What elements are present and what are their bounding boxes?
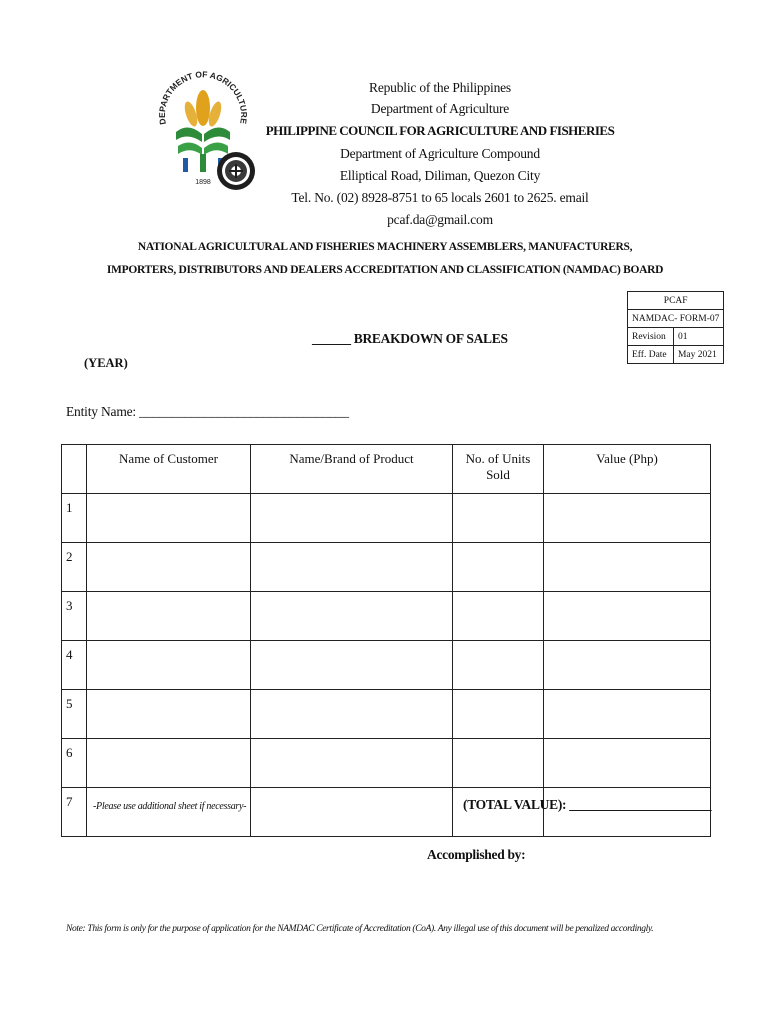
revision-value: 01	[673, 328, 723, 346]
eff-date-value: May 2021	[673, 346, 723, 364]
year-label: (YEAR)	[84, 356, 128, 370]
table-row	[62, 494, 711, 543]
customer-cell[interactable]	[87, 494, 251, 543]
customer-cell[interactable]	[87, 739, 251, 788]
header-email: pcaf.da@gmail.com	[387, 212, 493, 227]
customer-cell[interactable]	[87, 592, 251, 641]
customer-cell[interactable]	[87, 690, 251, 739]
header-country: Republic of the Philippines	[369, 80, 511, 95]
col-header-value: Value (Php)	[544, 445, 711, 494]
table-row	[62, 739, 711, 788]
customer-cell[interactable]	[87, 641, 251, 690]
value-cell[interactable]	[544, 641, 711, 690]
header-phone: Tel. No. (02) 8928-8751 to 65 locals 2601 to 2625. email	[291, 190, 589, 205]
additional-sheet-note: -Please use additional sheet if necessary-	[93, 801, 247, 812]
col-header-customer: Name of Customer	[87, 445, 251, 494]
table-row	[62, 641, 711, 690]
table-header-row	[62, 445, 711, 494]
units-cell[interactable]	[453, 494, 544, 543]
row-number: 6	[62, 739, 87, 788]
title-text: BREAKDOWN OF SALES	[353, 331, 508, 346]
units-cell[interactable]	[453, 592, 544, 641]
value-cell[interactable]	[544, 543, 711, 592]
entity-name-label: Entity Name:	[66, 404, 136, 419]
header-compound: Department of Agriculture Compound	[340, 146, 540, 161]
product-cell[interactable]	[251, 739, 453, 788]
eff-date-label: Eff. Date	[628, 346, 674, 364]
total-value-field[interactable]: ______________________	[569, 797, 712, 812]
header-council: PHILIPPINE COUNCIL FOR AGRICULTURE AND FISHERIES	[265, 123, 615, 138]
customer-cell[interactable]	[87, 788, 251, 837]
year-blank[interactable]: ______	[312, 331, 351, 346]
value-cell[interactable]	[544, 690, 711, 739]
units-cell[interactable]	[453, 641, 544, 690]
board-line-1: NATIONAL AGRICULTURAL AND FISHERIES MACHINERY ASSEMBLERS, MANUFACTURERS,	[137, 241, 633, 253]
product-cell[interactable]	[251, 494, 453, 543]
product-cell[interactable]	[251, 690, 453, 739]
product-cell[interactable]	[251, 788, 453, 837]
row-number: 1	[62, 494, 87, 543]
sales-table	[61, 444, 711, 837]
total-value-row	[463, 797, 711, 813]
header-address: Elliptical Road, Diliman, Quezon City	[339, 168, 541, 183]
units-cell[interactable]	[453, 690, 544, 739]
units-cell[interactable]	[453, 543, 544, 592]
col-header-product: Name/Brand of Product	[251, 445, 453, 494]
revision-label: Revision	[628, 328, 674, 346]
form-code-box	[627, 291, 724, 364]
value-cell[interactable]	[544, 592, 711, 641]
customer-cell[interactable]	[87, 543, 251, 592]
product-cell[interactable]	[251, 641, 453, 690]
table-row	[62, 690, 711, 739]
form-agency: PCAF	[628, 292, 724, 310]
total-value-label: (TOTAL VALUE):	[463, 797, 567, 812]
form-title	[312, 331, 508, 347]
header-department: Department of Agriculture	[370, 101, 510, 116]
accomplished-by-label: Accomplished by:	[427, 847, 526, 862]
row-number: 3	[62, 592, 87, 641]
entity-name-row	[66, 404, 349, 420]
entity-name-field[interactable]: ________________________________	[139, 404, 349, 419]
product-cell[interactable]	[251, 543, 453, 592]
row-number: 2	[62, 543, 87, 592]
table-row	[62, 543, 711, 592]
row-number: 4	[62, 641, 87, 690]
value-cell[interactable]	[544, 494, 711, 543]
row-number: 7	[62, 788, 87, 837]
product-cell[interactable]	[251, 592, 453, 641]
units-cell[interactable]	[453, 739, 544, 788]
col-header-units: No. of Units Sold	[453, 445, 544, 494]
logo-arc-text: D PARTMENT OF AGRICULTU E	[158, 69, 248, 126]
col-header-number	[62, 445, 87, 494]
logo-year: 1898	[195, 179, 211, 186]
form-number: NAMDAC- FORM-07	[628, 310, 724, 328]
legal-note: Note: This form is only for the purpose of application for the NAMDAC Certificate of Accreditation (CoA). Any illegal use of this document will be penalized accordingly.	[66, 924, 654, 934]
row-number: 5	[62, 690, 87, 739]
board-line-2: IMPORTERS, DISTRIBUTORS AND DEALERS ACCREDITATION AND CLASSIFICATION (NAMDAC) BOARD	[106, 264, 664, 276]
table-row	[62, 592, 711, 641]
value-cell[interactable]	[544, 739, 711, 788]
